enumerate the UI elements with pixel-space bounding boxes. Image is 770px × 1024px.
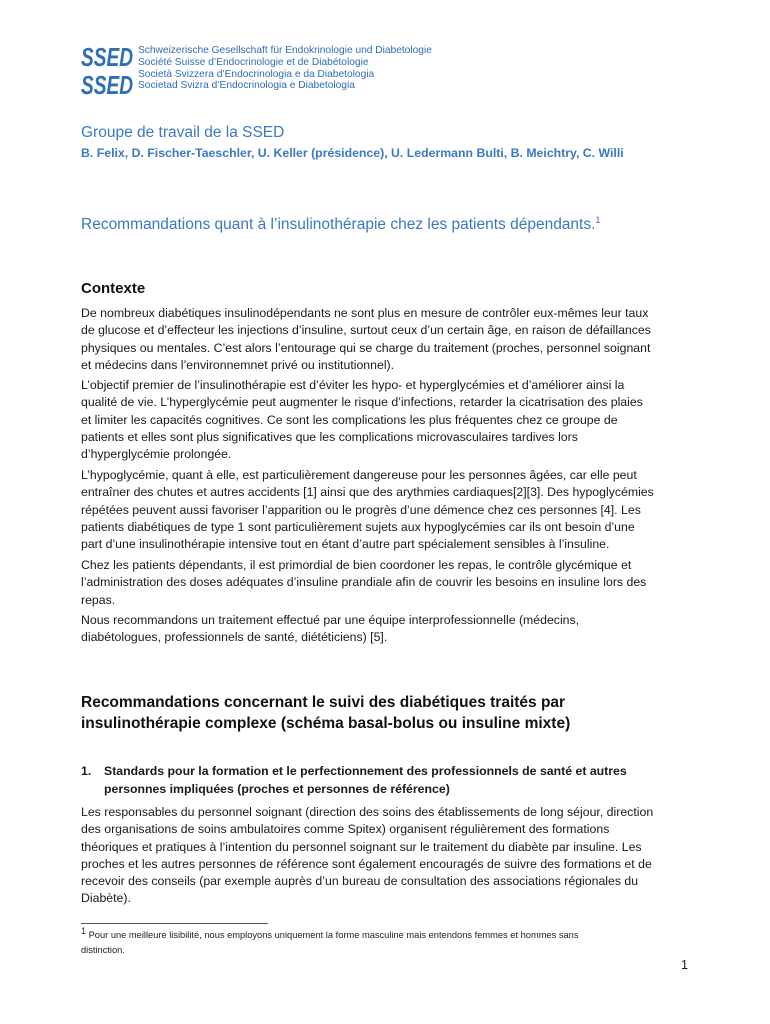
heading-contexte: Contexte <box>81 280 146 297</box>
paragraph <box>81 377 691 463</box>
ssed-logo <box>80 40 440 98</box>
text-line: L’hypoglycémie, quant à elle, est particulièrement dangereuse pour les personnes âgées, car elle peut <box>81 468 637 482</box>
text-line: répétées peuvent aussi favoriser l’apparition ou le progrès d’une démence chez ces personnes [4]. Les <box>81 502 641 517</box>
text-line: proches et les autres personnes de référence sont également encouragés de suivre des formations et de <box>81 856 652 871</box>
list-number: 1. <box>81 764 92 778</box>
logo-line-rm: Societad Svizra d’Endocrinologia e Diabetologia <box>138 80 355 92</box>
ssed-logo-mark <box>80 40 136 98</box>
text-line: part d’une insulinothérapie intensive tout en étant d’autre part spécialement sensibles à l’insuline. <box>81 537 610 552</box>
text-line: l’administration des doses adéquates d’insuline prandiale afin de couvrir les besoins en insuline lors des <box>81 575 647 590</box>
footnote-marker: 1 <box>81 925 87 936</box>
authors: B. Felix, D. Fischer-Taeschler, U. Keller (présidence), U. Ledermann Bulti, B. Meichtry, C. Willi <box>81 146 624 160</box>
footnote-line: distinction. <box>81 944 125 955</box>
logo-line-de: Schweizerische Gesellschaft für Endokrinologie und Diabetologie <box>138 45 432 56</box>
text-line: patients diabétiques de type 1 sont particulièrement sujets aux hypoglycémies car ils ont besoin d’une <box>81 519 635 534</box>
text-line: Nous recommandons un traitement effectué par une équipe interprofessionnelle (médecins, <box>81 613 580 627</box>
heading-line: Recommandations concernant le suivi des diabétiques traités par <box>81 694 566 711</box>
text-line: patients et elles sont plus significatives que les complications microvasculaires tardives lors <box>81 429 578 444</box>
text-line: de glucose et d’effecteur les injections d’insuline, surtout ceux d’un certain âge, en raison de défaillances <box>81 323 651 338</box>
paragraph <box>81 557 691 609</box>
text-line: diabétologues, professionnels de santé, diététiciens) [5]. <box>81 630 388 645</box>
text-line: théoriques et pratiques à l’intention du personnel soignant sur le traitement du diabète par insuline. Les <box>81 839 642 854</box>
text-line: et médecins dans l’environnemnet privé ou institutionnel). <box>81 357 395 372</box>
paragraph <box>81 612 691 647</box>
text-line: L’objectif premier de l’insulinothérapie est d’éviter les hypo- et hyperglycémies et d’améliorer ainsi la <box>81 378 625 392</box>
footnote-ref[interactable]: 1 <box>595 214 601 225</box>
text-line: repas. <box>81 592 116 607</box>
logo-line-it: Società Svizzera d’Endocrinologia e da Diabetologia <box>138 68 375 80</box>
heading-recommandations <box>81 692 701 734</box>
text-line: recevoir des conseils (par exemple auprès d’un bureau de consultation des associations régionales du <box>81 874 639 889</box>
logo-mark-top: SSED <box>81 42 134 72</box>
footnote-line <box>81 925 681 943</box>
list-item-1-title <box>81 763 701 799</box>
paragraph <box>81 804 691 908</box>
text-line: Les responsables du personnel soignant (direction des soins des établissements de long séjour, direction <box>81 805 654 819</box>
text-line: Diabète). <box>81 891 131 906</box>
document-title-text: Recommandations quant à l’insulinothérapie chez les patients dépendants. <box>81 216 596 233</box>
list-item-title <box>104 763 704 798</box>
text-line: entraîner des chutes et autres accidents [1] ainsi que des arythmies cardiaques[2][3]. Des hypoglycémies <box>81 485 654 500</box>
text-line: Chez les patients dépendants, il est primordial de bien coordoner les repas, le contrôle glycémique et <box>81 558 632 572</box>
logo-mark-bottom: SSED <box>81 70 134 100</box>
title-line: Standards pour la formation et le perfectionnement des professionnels de santé et autres <box>104 764 627 778</box>
text-line: qualité de vie. L’hyperglycémie peut augmenter le risque d’infections, retarder la cicatrisation des plaies <box>81 395 643 410</box>
footnote <box>81 925 681 957</box>
paragraph <box>81 305 691 374</box>
text-line: des organisations de soins ambulatoires comme Spitex) organisent régulièrement des formations <box>81 822 610 837</box>
footnote-text: Pour une meilleure lisibilité, nous employons uniquement la forme masculine mais entendons femmes et hommes sans <box>86 930 579 940</box>
paragraph <box>81 467 691 553</box>
text-line: physiques ou mentales. C’est alors l’entourage qui se charge du traitement (proches, personnel soignant <box>81 340 651 355</box>
logo-society-names <box>138 45 432 92</box>
title-line: personnes impliquées (proches et personnes de référence) <box>104 781 450 796</box>
footnote-separator <box>81 923 268 924</box>
page-number: 1 <box>681 958 688 972</box>
document-title <box>81 216 600 234</box>
group-title: Groupe de travail de la SSED <box>81 124 285 141</box>
heading-line: insulinothérapie complexe (schéma basal-bolus ou insuline mixte) <box>81 715 571 732</box>
text-line: De nombreux diabétiques insulinodépendants ne sont plus en mesure de contrôler eux-mêmes leur taux <box>81 306 649 320</box>
logo-line-fr: Société Suisse d’Endocrinologie et de Diabétologie <box>138 56 369 68</box>
text-line: et limiter les capacités cognitives. Ce sont les complications les plus fréquentes chez ce groupe de <box>81 412 618 427</box>
text-line: d’hyperglycémie prolongée. <box>81 447 232 462</box>
